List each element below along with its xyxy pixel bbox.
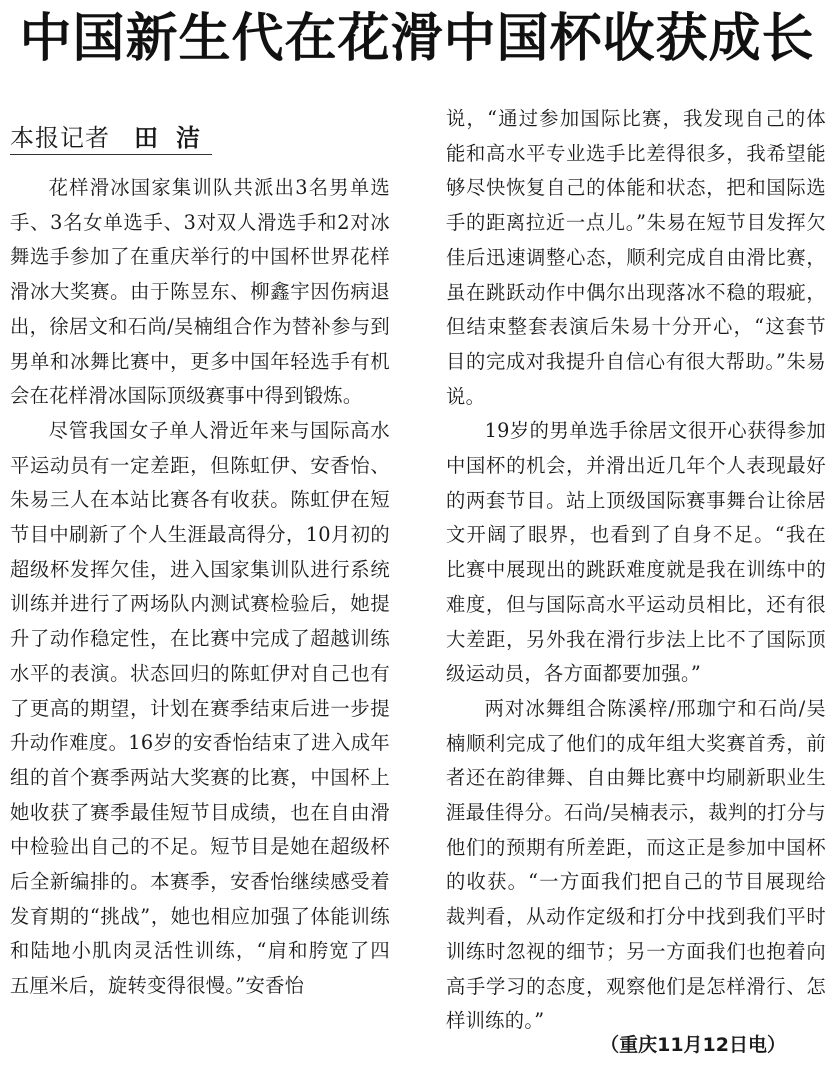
byline [10,120,218,156]
paragraph-1: 花样滑冰国家集训队共派出3名男单选手、3名女单选手、3对双人滑选手和2对冰舞选手参加了在重庆举行的中国杯世界花样滑冰大奖赛。由于陈昱东、柳鑫宇因伤病退出，徐居文和石尚/吴楠组合作为替补参与到男单和冰舞比赛中，更多中国年轻选手有机会在花样滑冰国际顶级赛事中得到锻炼。 [10,176,390,408]
paragraph-3: 19岁的男单选手徐居文很开心获得参加中国杯的机会，并滑出近几年个人表现最好的两套节目。站上顶级国际赛事舞台让徐居文开阔了眼界，也看到了自身不足。“我在比赛中展现出的跳跃难度就是我在训练中的难度，但与国际高水平运动员相比，还有很大差距，另外我在滑行步法上比不了国际顶级运动员，各方面都要加强。” [446,419,826,686]
byline-underline [10,154,212,155]
dateline: （重庆11月12日电） [600,1034,786,1056]
paragraph-2-continued: 说，“通过参加国际比赛，我发现自己的体能和高水平专业选手比差得很多，我希望能够尽快恢复自己的体能和状态，把和国际选手的距离拉近一点儿。”朱易在短节目发挥欠佳后迅速调整心态，顺利完成自由滑比赛，虽在跳跃动作中偶尔出现落冰不稳的瑕疵，但结束整套表演后朱易十分开心，“这套节目的完成对我提升自信心有很大帮助。”朱易说。 [446,107,826,408]
article-left-column [10,171,390,1004]
headline: 中国新生代在花滑中国杯收获成长 [19,9,815,69]
paragraph-2: 尽管我国女子单人滑近年来与国际高水平运动员有一定差距，但陈虹伊、安香怡、朱易三人在本站比赛各有收获。陈虹伊在短节目中刷新了个人生涯最高得分，10月初的超级杯发挥欠佳，进入国家集训队进行系统训练并进行了两场队内测试赛检验后，她提升了动作稳定性，在比赛中完成了超越训练水平的表演。状态回归的陈虹伊对自己也有了更高的期望，计划在赛季结束后进一步提升动作难度。16岁的安香怡结束了进入成年组的首个赛季两站大奖赛的比赛，中国杯上她收获了赛季最佳短节目成绩，也在自由滑中检验出自己的不足。短节目是她在超级杯后全新编排的。本赛季，安香怡继续感受着发育期的“挑战”，她也相应加强了体能训练和陆地小肌肉灵活性训练，“肩和胯宽了四五厘米后，旋转变得很慢。”安香怡 [10,418,390,998]
article-right-column [446,102,826,1039]
paragraph-4: 两对冰舞组合陈溪梓/邢珈宁和石尚/吴楠顺利完成了他们的成年组大奖赛首秀，前者还在韵律舞、自由舞比赛中均刷新职业生涯最佳得分。石尚/吴楠表示，裁判的打分与他们的预期有所差距，而这正是参加中国杯的收获。“一方面我们把自己的节目展现给裁判看，从动作定级和打分中找到我们平时训练时忽视的细节；另一方面我们也抱着向高手学习的态度，观察他们是怎样滑行、怎样训练的。” [446,696,826,1033]
byline-name: 田洁 [134,124,218,152]
byline-label: 本报记者 [10,124,110,152]
